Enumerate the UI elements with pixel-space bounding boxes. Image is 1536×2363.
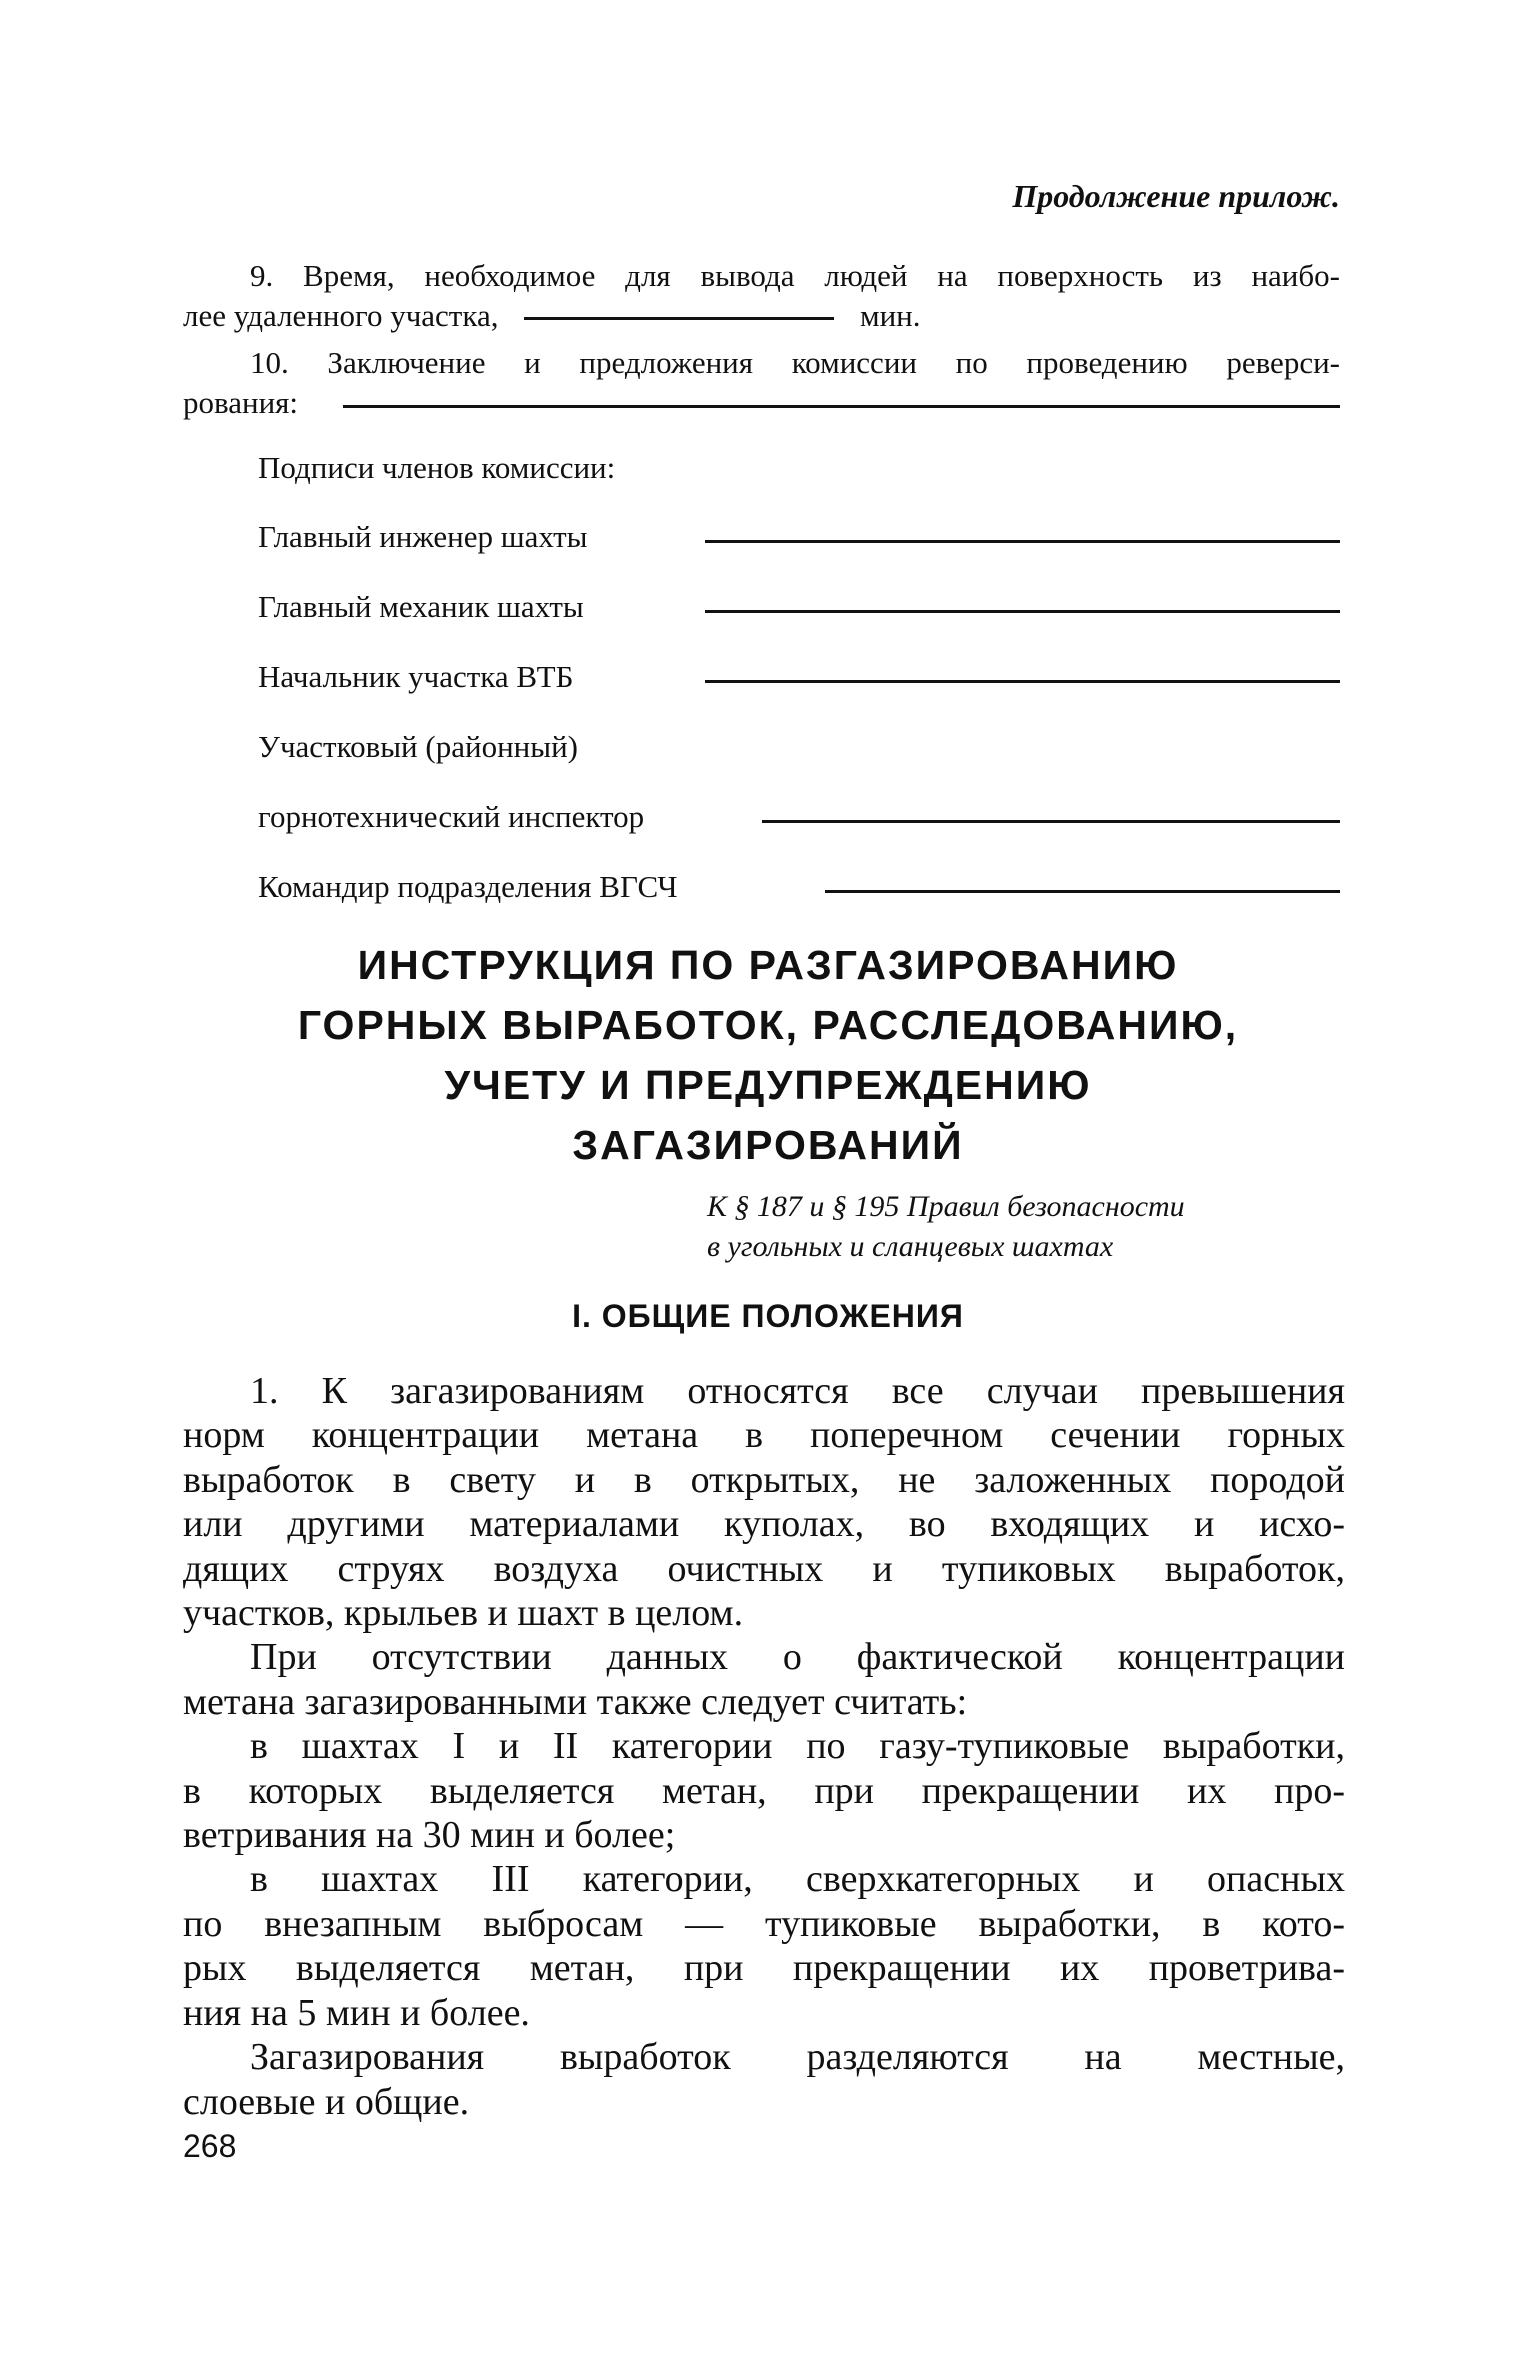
signature-label: Командир подразделения ВГСЧ [258, 869, 678, 904]
blank-line [343, 405, 1340, 408]
blank-line [524, 317, 834, 320]
signature-row [258, 657, 573, 697]
item-9-line-2 [183, 296, 1340, 336]
signature-label: горнотехнический инспектор [258, 799, 645, 834]
signature-label: Начальник участка ВТБ [258, 659, 574, 694]
item-10 [183, 343, 1340, 423]
text-line: в шахтах I и II категории по газу-тупиковые выработки, [250, 1725, 1345, 1768]
paragraph-4 [183, 1857, 1345, 2035]
paragraph-1 [183, 1369, 1345, 1635]
text-line: метана загазированными также следует считать: [183, 1680, 968, 1723]
item-10-text: рования: [183, 385, 299, 420]
signature-label: Главный инженер шахты [258, 519, 588, 554]
title-line: УЧЕТУ И ПРЕДУПРЕЖДЕНИЮ [444, 1062, 1092, 1108]
text-line: ветривания на 30 мин и более; [183, 1814, 676, 1857]
paragraph-5 [183, 2035, 1345, 2124]
instruction-title [0, 935, 1536, 1175]
text-line: участков, крыльев и шахт в целом. [183, 1592, 744, 1635]
item-10-line-1: 10. Заключение и предложения комиссии по проведению реверси- [250, 345, 1340, 380]
text-line: Загазирования выработок разделяются на местные, [250, 2036, 1345, 2079]
text-line: слоевые и общие. [183, 2080, 470, 2123]
text-line: рых выделяется метан, при прекращении их проветрива- [183, 1947, 1345, 1990]
title-line: ИНСТРУКЦИЯ ПО РАЗГАЗИРОВАНИЮ [357, 942, 1179, 988]
item-9-unit: мин. [859, 298, 921, 333]
signature-label: Главный механик шахты [258, 589, 584, 624]
signature-row [258, 587, 584, 627]
section-title: I. ОБЩИЕ ПОЛОЖЕНИЯ [572, 1298, 964, 1334]
text-line: в шахтах III категории, сверхкатегорных и опасных [250, 1858, 1345, 1901]
text-line: выработок в свету и в открытых, не заложенных породой [183, 1458, 1345, 1501]
signature-line [825, 890, 1340, 893]
text-line: норм концентрации метана в поперечном сечении горных [183, 1414, 1345, 1457]
signatures-title: Подписи членов комиссии: [258, 450, 616, 485]
signature-row [258, 867, 678, 907]
paragraph-2 [183, 1635, 1345, 1724]
title-line: ЗАГАЗИРОВАНИЙ [572, 1122, 964, 1168]
text-line: дящих струях воздуха очистных и тупиковых выработок, [183, 1547, 1345, 1590]
item-9-text: лее удаленного участка, [183, 298, 499, 333]
signature-line [762, 820, 1340, 823]
rule-reference [707, 1187, 1347, 1267]
text-line: по внезапным выбросам — тупиковые выработки, в кото- [183, 1902, 1345, 1945]
signature-row [258, 517, 588, 557]
signature-row [258, 797, 644, 837]
continuation-note: Продолжение прилож. [1012, 178, 1340, 214]
signature-line [705, 610, 1340, 613]
item-9 [183, 256, 1340, 336]
body-text [183, 1369, 1345, 2124]
reference-line: в угольных и сланцевых шахтах [707, 1230, 1114, 1263]
reference-line: К § 187 и § 195 Правил безопасности [707, 1190, 1185, 1223]
text-line: 1. К загазированиям относятся все случаи превышения [250, 1370, 1345, 1412]
text-line: в которых выделяется метан, при прекращении их про- [183, 1769, 1345, 1812]
text-line: или другими материалами куполах, во входящих и исхо- [183, 1503, 1345, 1546]
signature-line [705, 540, 1340, 543]
signature-row [258, 727, 578, 767]
item-9-line-1: 9. Время, необходимое для вывода людей на поверхность из наибо- [250, 258, 1340, 293]
page-number: 268 [183, 2128, 237, 2164]
signature-label: Участковый (районный) [258, 729, 578, 764]
signature-line [705, 680, 1340, 683]
paragraph-3 [183, 1724, 1345, 1857]
text-line: ния на 5 мин и более. [183, 1991, 530, 2034]
text-line: При отсутствии данных о фактической концентрации [250, 1636, 1345, 1679]
item-10-line-2 [183, 383, 1340, 423]
title-line: ГОРНЫХ ВЫРАБОТОК, РАССЛЕДОВАНИЮ, [297, 1002, 1239, 1048]
